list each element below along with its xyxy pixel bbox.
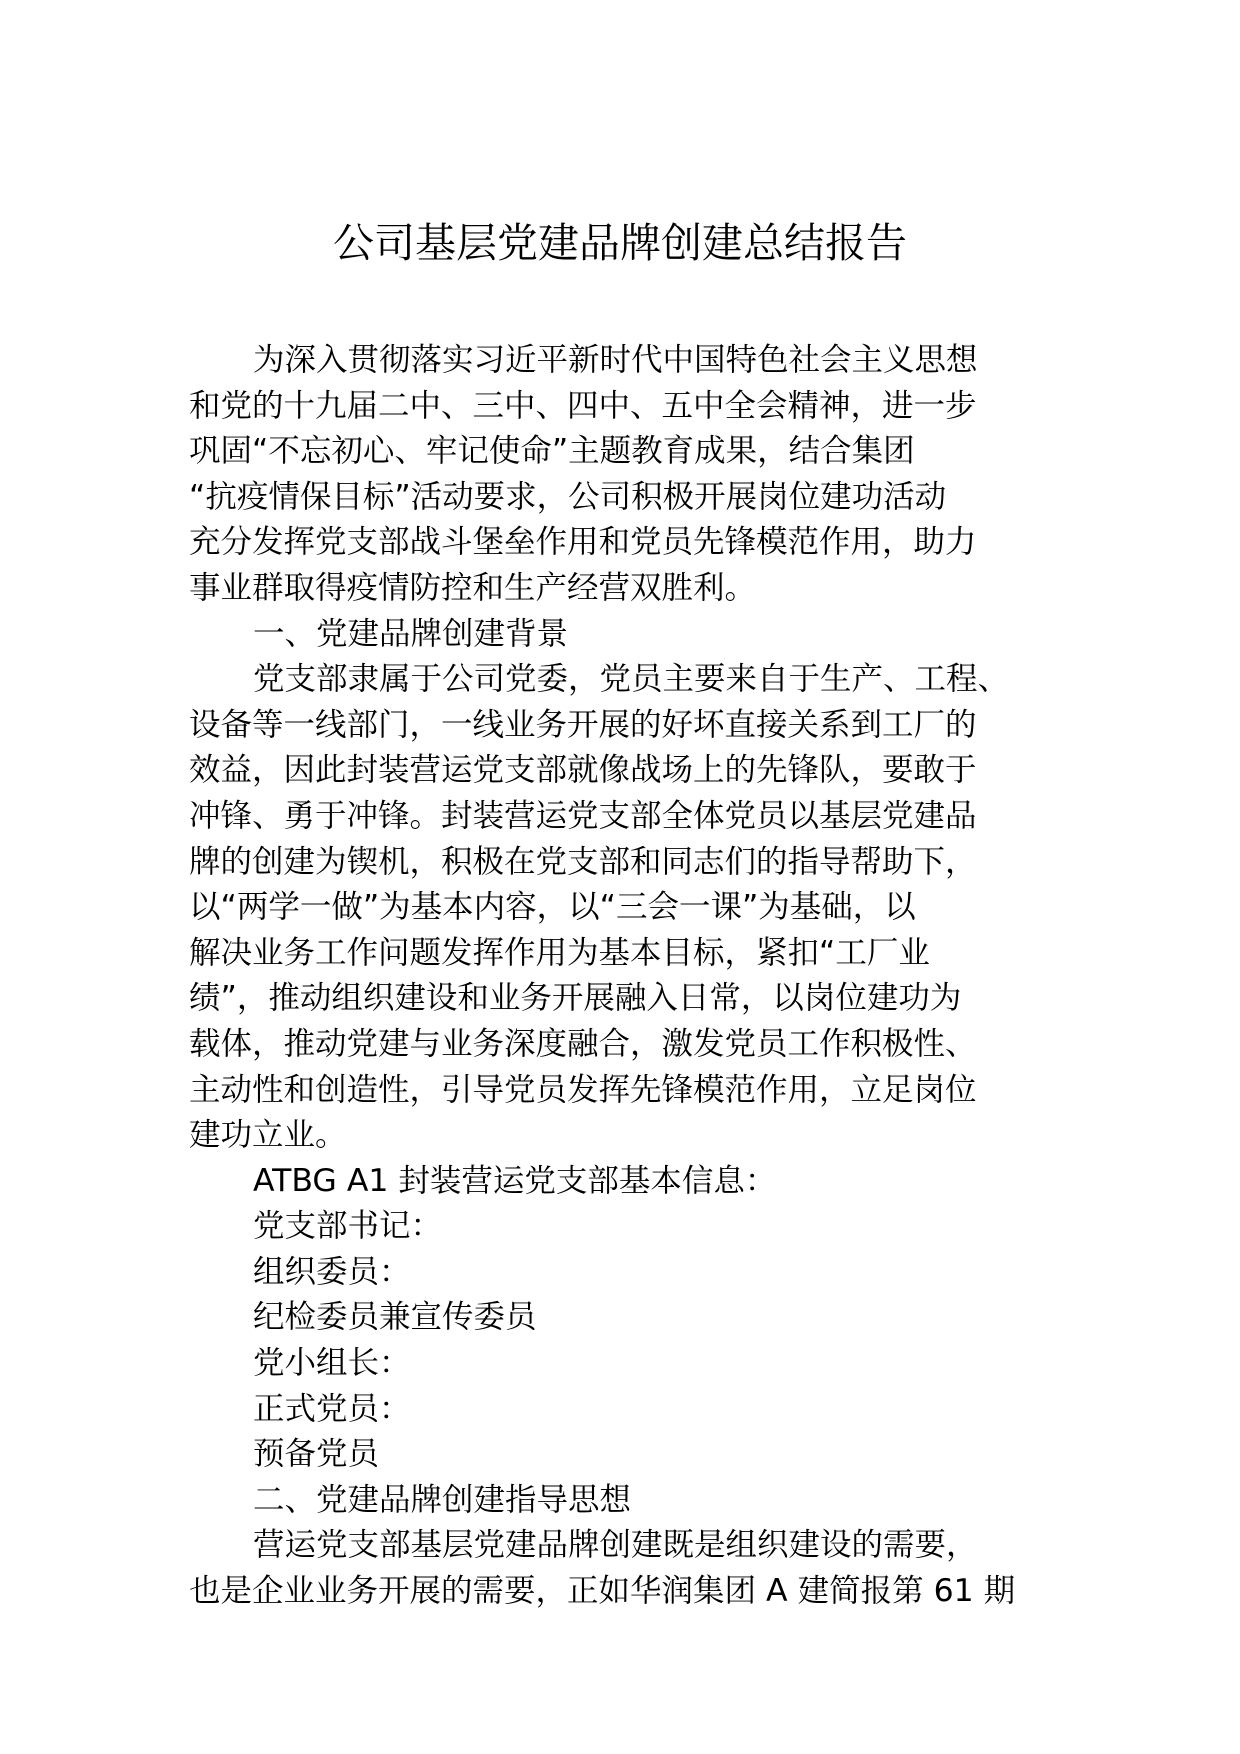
paragraph-line: 组织委员： xyxy=(253,1253,411,1290)
paragraph-line: 纪检委员兼宣传委员 xyxy=(253,1299,537,1336)
paragraph-line: 预备党员 xyxy=(253,1436,380,1473)
paragraph-line: 牌的创建为锲机，积极在党支部和同志们的指导帮助下， xyxy=(189,843,977,880)
paragraph-line: 巩固“不忘初心、牢记使命”主题教育成果，结合集团 xyxy=(189,433,915,470)
paragraph-line: 建功立业。 xyxy=(189,1117,347,1154)
paragraph-line: 二、党建品牌创建指导思想 xyxy=(253,1481,632,1518)
paragraph-line: 主动性和创造性，引导党员发挥先锋模范作用，立足岗位 xyxy=(189,1071,977,1108)
paragraph-line: 党支部书记： xyxy=(253,1208,443,1245)
paragraph-line: 效益，因此封装营运党支部就像战场上的先锋队，要敢于 xyxy=(189,752,977,789)
paragraph-line: 冲锋、勇于冲锋。封装营运党支部全体党员以基层党建品 xyxy=(189,797,977,834)
paragraph-line: 充分发挥党支部战斗堡垒作用和党员先锋模范作用，助力 xyxy=(189,524,977,561)
paragraph-line: 以“两学一做”为基本内容，以“三会一课”为基础，以 xyxy=(189,889,916,926)
document-title: 公司基层党建品牌创建总结报告 xyxy=(333,219,907,267)
paragraph-line: 也是企业业务开展的需要，正如华润集团 A 建简报第 61 期 xyxy=(189,1573,1016,1610)
paragraph-line: ATBG A1 封装营运党支部基本信息： xyxy=(253,1162,777,1199)
document-body xyxy=(189,338,1069,1615)
paragraph-line: 党小组长： xyxy=(253,1345,411,1382)
paragraph-line: 解决业务工作问题发挥作用为基本目标，紧扣“工厂业 xyxy=(189,934,930,971)
paragraph-line: 营运党支部基层党建品牌创建既是组织建设的需要， xyxy=(253,1527,978,1564)
paragraph-line: 正式党员： xyxy=(253,1390,411,1427)
paragraph-line: 为深入贯彻落实习近平新时代中国特色社会主义思想 xyxy=(253,342,978,378)
paragraph-line: 事业群取得疫情防控和生产经营双胜利。 xyxy=(189,569,757,606)
paragraph-line: “抗疫情保目标”活动要求，公司积极开展岗位建功活动 xyxy=(189,478,947,515)
paragraph-line: 绩”，推动组织建设和业务开展融入日常，以岗位建功为 xyxy=(189,980,962,1017)
paragraph-line: 一、党建品牌创建背景 xyxy=(253,615,569,652)
paragraph-line: 载体，推动党建与业务深度融合，激发党员工作积极性、 xyxy=(189,1025,977,1062)
paragraph-line: 设备等一线部门，一线业务开展的好坏直接关系到工厂的 xyxy=(189,706,977,743)
paragraph-line: 党支部隶属于公司党委，党员主要来自于生产、工程、 xyxy=(253,661,1010,698)
paragraph-line: 和党的十九届二中、三中、四中、五中全会精神，进一步 xyxy=(189,387,977,424)
